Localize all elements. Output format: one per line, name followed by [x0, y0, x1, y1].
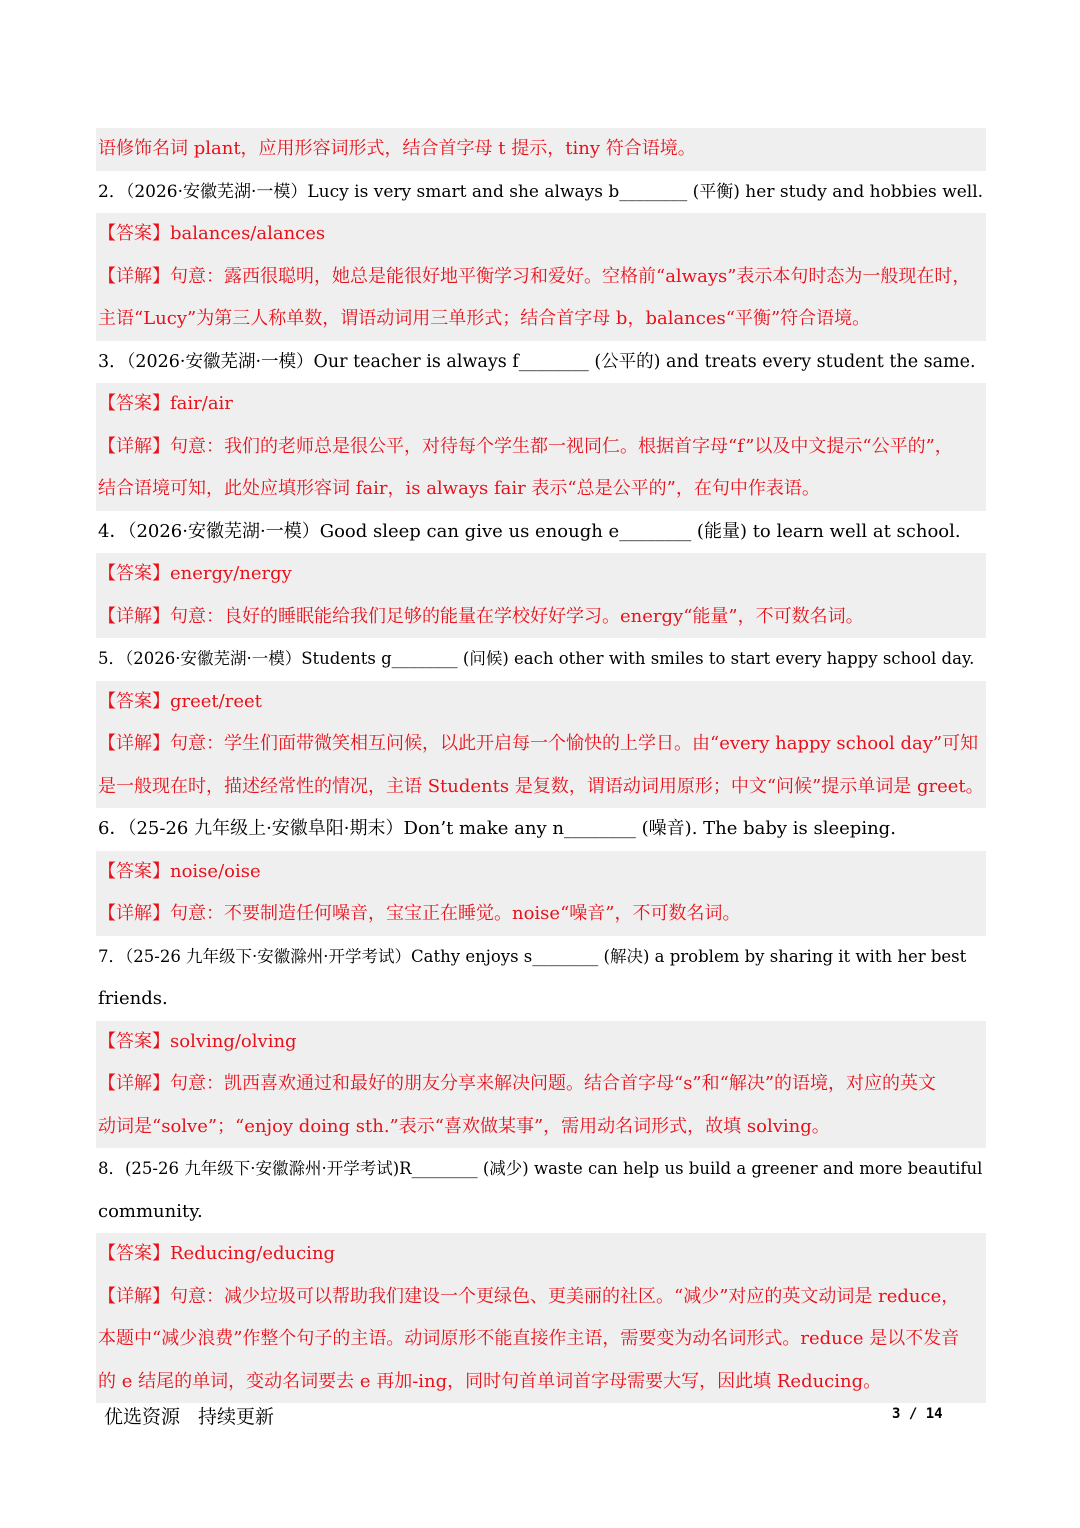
answer-line: 主语“Lucy”为第三人称单数，谓语动词用三单形式；结合首字母 b，balances“平衡”符合语境。 — [96, 298, 986, 341]
question-line: 4．（2026·安徽芜湖·一模）Good sleep can give us enough e________ (能量) to learn well at school. — [98, 520, 961, 542]
footer-text-1: 优选资源 — [104, 1406, 181, 1428]
question-line: 3．（2026·安徽芜湖·一模）Our teacher is always f________ (公平的) and treats every student the same. — [98, 351, 976, 372]
footer-text-2: 持续更新 — [198, 1406, 275, 1428]
question-line: 2．（2026·安徽芜湖·一模）Lucy is very smart and she always b________ (平衡) her study and hobbies well. — [98, 181, 984, 202]
answer-line: 【详解】句意：凯西喜欢通过和最好的朋友分享来解决问题。结合首字母“s”和“解决”的语境，对应的英文 — [96, 1063, 986, 1106]
answer-line: 【详解】句意：露西很聪明，她总是能很好地平衡学习和爱好。空格前“always”表示本句时态为一般现在时， — [96, 256, 986, 299]
answer-line: 【答案】noise/oise — [96, 851, 986, 894]
question-line: 8．(25-26 九年级下·安徽滁州·开学考试)R________ (减少) waste can help us build a greener and more beautiful — [98, 1159, 983, 1178]
page-number: 3 / 14 — [892, 1406, 943, 1422]
answer-line: 【答案】balances/alances — [96, 213, 986, 256]
answer-line: 【详解】句意：不要制造任何噪音，宝宝正在睡觉。noise“噪音”，不可数名词。 — [96, 893, 986, 936]
footer-slogan — [104, 1402, 274, 1429]
answer-line: 【详解】句意：我们的老师总是很公平，对待每个学生都一视同仁。根据首字母“f”以及中文提示“公平的”， — [96, 426, 986, 469]
question-line: 6．（25-26 九年级上·安徽阜阳·期末）Don’t make any n________ (噪音). The baby is sleeping. — [98, 818, 896, 839]
question-line: friends. — [98, 988, 168, 1009]
answer-line: 本题中“减少浪费”作整个句子的主语。动词原形不能直接作主语，需要变为动名词形式。reduce 是以不发音 — [96, 1318, 986, 1361]
answer-line: 【答案】greet/reet — [96, 681, 986, 724]
question-line: community. — [98, 1200, 203, 1222]
answer-line: 是一般现在时，描述经常性的情况，主语 Students 是复数，谓语动词用原形；中文“问候”提示单词是 greet。 — [96, 766, 986, 809]
answer-line: 【答案】solving/olving — [96, 1021, 986, 1064]
answer-line: 【答案】fair/air — [96, 383, 986, 426]
question-line: 5．（2026·安徽芜湖·一模）Students g________ (问候) each other with smiles to start every happy school day. — [98, 649, 975, 668]
answer-line: 结合语境可知，此处应填形容词 fair，is always fair 表示“总是公平的”，在句中作表语。 — [96, 468, 986, 511]
answer-line: 【答案】Reducing/educing — [96, 1233, 986, 1276]
answer-line: 【详解】句意：良好的睡眠能给我们足够的能量在学校好好学习。energy“能量”，不可数名词。 — [96, 596, 986, 639]
answer-line: 动词是“solve”；“enjoy doing sth.”表示“喜欢做某事”，需用动名词形式，故填 solving。 — [96, 1106, 986, 1149]
answer-line: 【详解】句意：减少垃圾可以帮助我们建设一个更绿色、更美丽的社区。“减少”对应的英文动词是 reduce， — [96, 1276, 986, 1319]
question-line: 7．（25-26 九年级下·安徽滁州·开学考试）Cathy enjoys s________ (解决) a problem by sharing it with her best — [98, 946, 967, 966]
answer-line: 语修饰名词 plant，应用形容词形式，结合首字母 t 提示，tiny 符合语境。 — [96, 128, 986, 171]
answer-line: 【答案】energy/nergy — [96, 553, 986, 596]
answer-line: 的 e 结尾的单词，变动名词要去 e 再加-ing，同时句首单词首字母需要大写，因此填 Reducing。 — [96, 1361, 986, 1404]
page-content — [96, 128, 986, 1403]
answer-line: 【详解】句意：学生们面带微笑相互问候，以此开启每一个愉快的上学日。由“every happy school day”可知 — [96, 723, 986, 766]
